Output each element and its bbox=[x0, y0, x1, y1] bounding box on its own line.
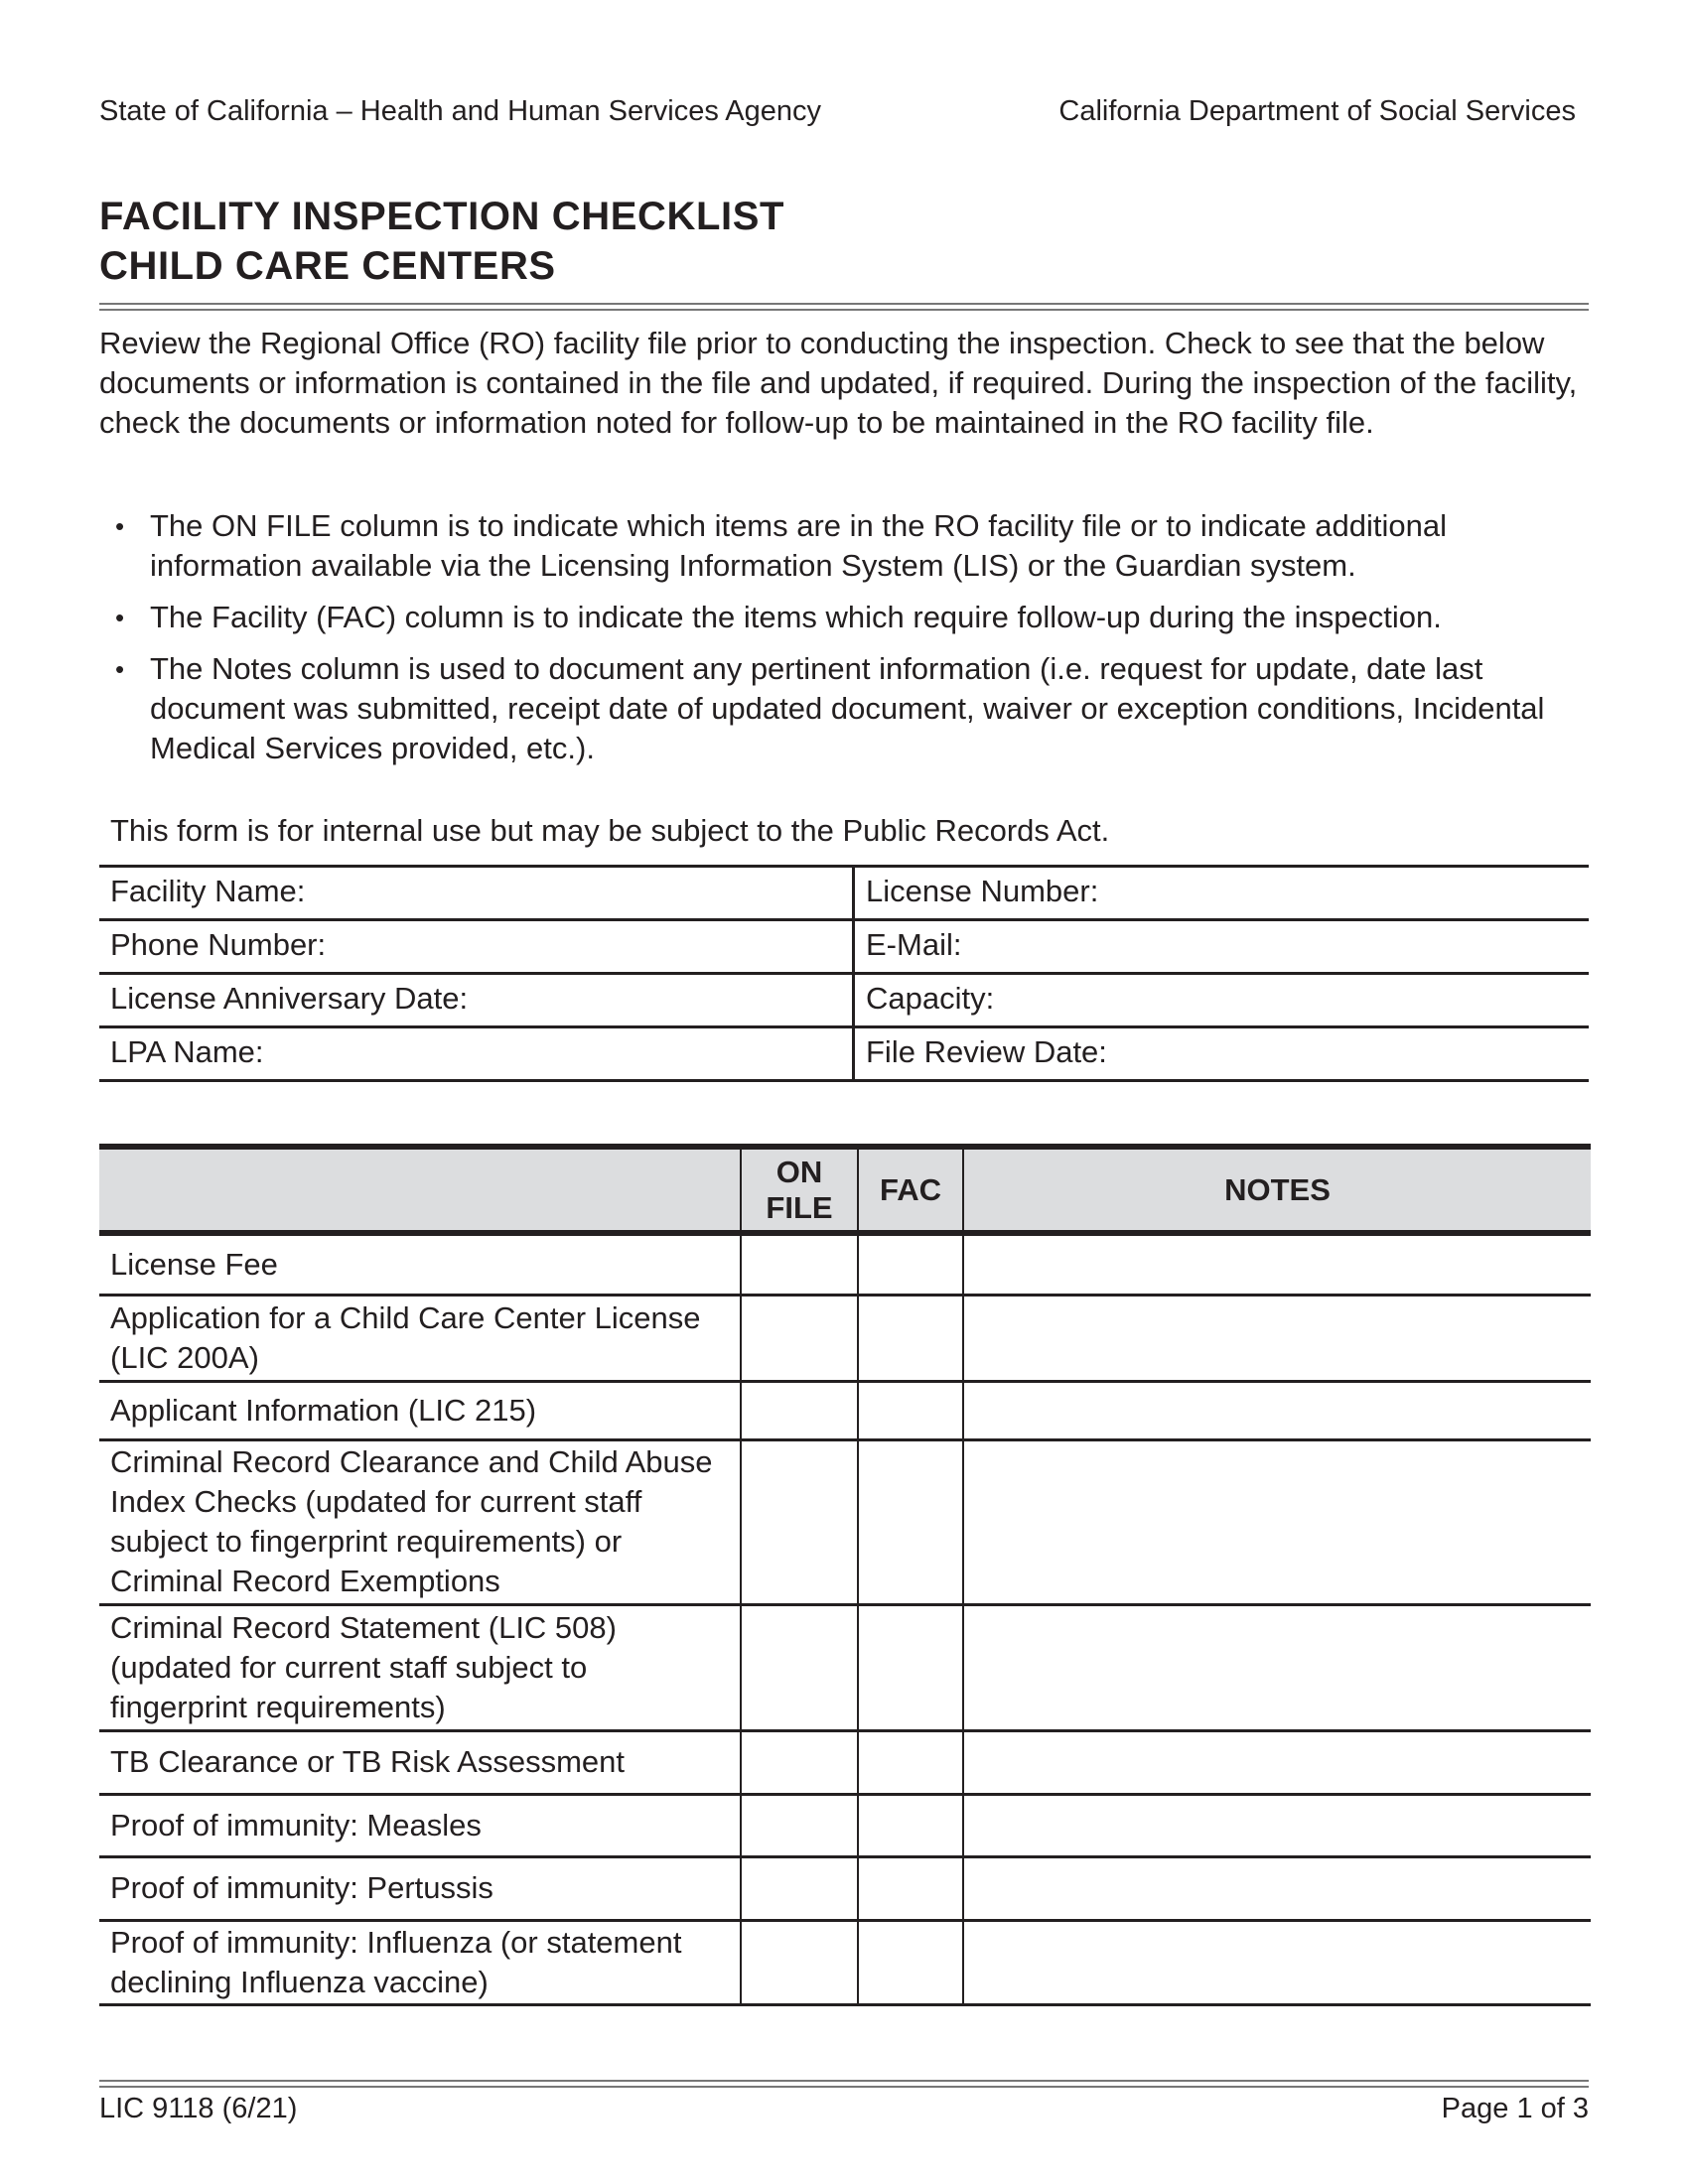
instructions-list bbox=[99, 506, 1594, 780]
checklist-item-label: TB Clearance or TB Risk Assessment bbox=[99, 1730, 741, 1794]
footer-divider bbox=[99, 2086, 1589, 2088]
checklist-item-label: Criminal Record Statement (LIC 508) (updated for current staff subject to fingerprint requirements) bbox=[99, 1604, 741, 1730]
notes-cell[interactable] bbox=[963, 1381, 1591, 1439]
checklist-item-label: License Fee bbox=[99, 1233, 741, 1295]
checklist-item-label: Criminal Record Clearance and Child Abuse Index Checks (updated for current staff subject to fingerprint requirements) or Criminal Record Exemptions bbox=[99, 1439, 741, 1604]
instruction-fac bbox=[99, 598, 1594, 637]
fac-cell[interactable] bbox=[858, 1856, 963, 1920]
title-divider bbox=[99, 303, 1589, 305]
on-file-cell[interactable] bbox=[741, 1604, 858, 1730]
bullet-icon: • bbox=[115, 511, 125, 541]
file-review-date-field[interactable]: File Review Date: bbox=[866, 1034, 1107, 1069]
table-row bbox=[99, 1381, 1591, 1439]
checklist-header-row bbox=[99, 1147, 1591, 1233]
notes-cell[interactable] bbox=[963, 1233, 1591, 1295]
on-file-cell[interactable] bbox=[741, 1856, 858, 1920]
fac-cell[interactable] bbox=[858, 1604, 963, 1730]
table-row bbox=[99, 1439, 1591, 1604]
notes-cell[interactable] bbox=[963, 1439, 1591, 1604]
table-row bbox=[99, 1856, 1591, 1920]
on-file-header-line: ON bbox=[775, 1154, 823, 1189]
fac-cell[interactable] bbox=[858, 1233, 963, 1295]
checklist-item-label: Proof of immunity: Measles bbox=[99, 1794, 741, 1856]
notes-cell[interactable] bbox=[963, 1604, 1591, 1730]
notes-cell[interactable] bbox=[963, 1856, 1591, 1920]
fac-cell[interactable] bbox=[858, 1439, 963, 1604]
info-row bbox=[99, 975, 1589, 1028]
instruction-text: The Facility (FAC) column is to indicate the items which require follow-up during the inspection. bbox=[150, 600, 1442, 634]
fac-column-header: FAC bbox=[858, 1147, 963, 1233]
fac-cell[interactable] bbox=[858, 1381, 963, 1439]
info-row bbox=[99, 1028, 1589, 1082]
on-file-cell[interactable] bbox=[741, 1381, 858, 1439]
on-file-cell[interactable] bbox=[741, 1730, 858, 1794]
on-file-cell[interactable] bbox=[741, 1794, 858, 1856]
bullet-icon: • bbox=[115, 603, 125, 632]
facility-name-field[interactable]: Facility Name: bbox=[99, 868, 855, 918]
on-file-cell[interactable] bbox=[741, 1233, 858, 1295]
page-number: Page 1 of 3 bbox=[1441, 2093, 1589, 2124]
instruction-text: The ON FILE column is to indicate which items are in the RO facility file or to indicate additional information available via the Licensing Information System (LIS) or the Guardian system. bbox=[150, 508, 1448, 583]
license-number-field[interactable]: License Number: bbox=[866, 874, 1099, 908]
title-divider bbox=[99, 309, 1589, 311]
instruction-text: The Notes column is used to document any pertinent information (i.e. request for update, date last document was submitted, receipt date of updated document, waiver or exception conditions, Incidental Medical Services provided, etc.). bbox=[150, 651, 1545, 765]
capacity-field[interactable]: Capacity: bbox=[866, 981, 995, 1016]
notes-cell[interactable] bbox=[963, 1920, 1591, 2004]
facility-info-grid bbox=[99, 865, 1589, 1082]
table-row bbox=[99, 1920, 1591, 2004]
table-row bbox=[99, 1730, 1591, 1794]
form-id: LIC 9118 (6/21) bbox=[99, 2093, 298, 2124]
info-row bbox=[99, 865, 1589, 921]
notes-column-header: NOTES bbox=[963, 1147, 1591, 1233]
checklist-table bbox=[99, 1144, 1591, 2006]
lpa-name-field[interactable]: LPA Name: bbox=[99, 1028, 855, 1079]
public-records-note: This form is for internal use but may be subject to the Public Records Act. bbox=[110, 813, 1110, 848]
table-row bbox=[99, 1295, 1591, 1381]
on-file-column-header bbox=[741, 1147, 858, 1233]
notes-cell[interactable] bbox=[963, 1730, 1591, 1794]
footer-divider bbox=[99, 2080, 1589, 2082]
form-title: FACILITY INSPECTION CHECKLIST bbox=[99, 195, 785, 238]
on-file-header-line: FILE bbox=[766, 1189, 833, 1225]
on-file-cell[interactable] bbox=[741, 1439, 858, 1604]
form-subtitle: CHILD CARE CENTERS bbox=[99, 244, 556, 288]
table-row bbox=[99, 1604, 1591, 1730]
bullet-icon: • bbox=[115, 654, 125, 684]
fac-cell[interactable] bbox=[858, 1920, 963, 2004]
item-column-header bbox=[99, 1147, 741, 1233]
table-row bbox=[99, 1794, 1591, 1856]
fac-cell[interactable] bbox=[858, 1730, 963, 1794]
notes-cell[interactable] bbox=[963, 1794, 1591, 1856]
checklist-item-label: Application for a Child Care Center License (LIC 200A) bbox=[99, 1295, 741, 1381]
department-header: California Department of Social Services bbox=[1058, 95, 1576, 127]
agency-header: State of California – Health and Human Services Agency bbox=[99, 95, 822, 127]
instructions-paragraph: Review the Regional Office (RO) facility file prior to conducting the inspection. Check to see that the below documents or information is contained in the file and updated, if required. During the inspection of the facility, check the documents or information noted for follow-up to be maintained in the RO facility file. bbox=[99, 326, 1578, 440]
email-field[interactable]: E-Mail: bbox=[866, 927, 962, 962]
instruction-notes bbox=[99, 649, 1594, 768]
info-row bbox=[99, 921, 1589, 975]
notes-cell[interactable] bbox=[963, 1295, 1591, 1381]
on-file-cell[interactable] bbox=[741, 1295, 858, 1381]
table-row bbox=[99, 1233, 1591, 1295]
fac-cell[interactable] bbox=[858, 1295, 963, 1381]
phone-number-field[interactable]: Phone Number: bbox=[99, 921, 855, 972]
checklist-item-label: Proof of immunity: Pertussis bbox=[99, 1856, 741, 1920]
license-anniversary-date-field[interactable]: License Anniversary Date: bbox=[99, 975, 855, 1025]
checklist-item-label: Applicant Information (LIC 215) bbox=[99, 1381, 741, 1439]
checklist-item-label: Proof of immunity: Influenza (or statement declining Influenza vaccine) bbox=[99, 1920, 741, 2004]
fac-cell[interactable] bbox=[858, 1794, 963, 1856]
on-file-cell[interactable] bbox=[741, 1920, 858, 2004]
instruction-on-file bbox=[99, 506, 1594, 586]
